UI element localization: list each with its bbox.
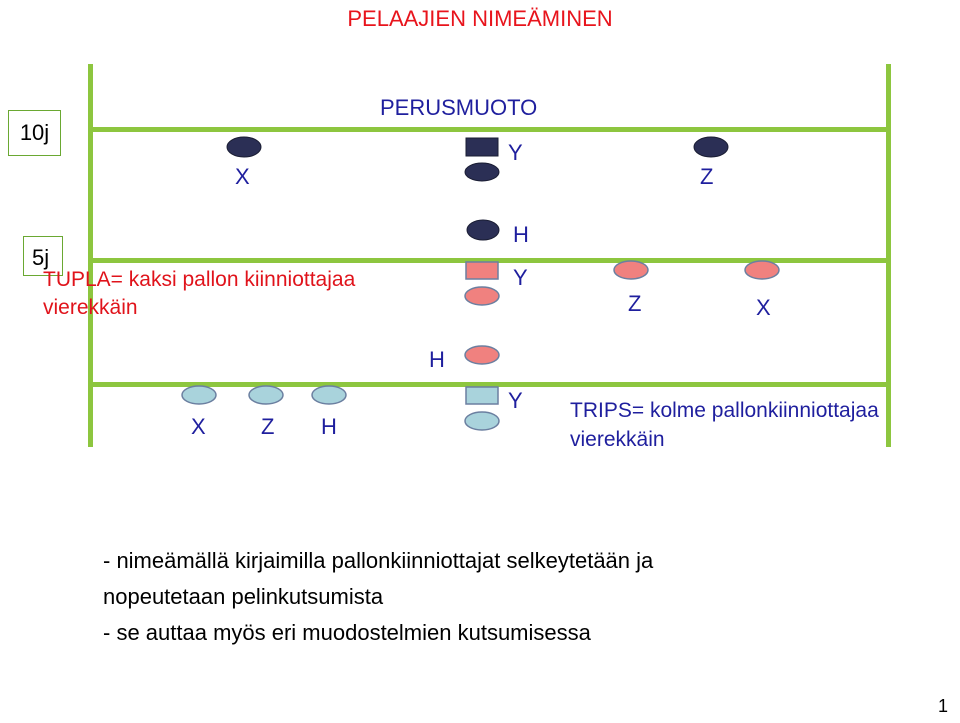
center-y-trips: [466, 387, 498, 404]
trips-label-x: X: [191, 414, 206, 439]
yard-marker-10: 10j: [8, 110, 61, 156]
perusmuoto-label-z: Z: [700, 164, 714, 189]
perusmuoto-label-y: Y: [508, 140, 523, 165]
center-y-tupla: [466, 262, 498, 279]
trips-label-h: H: [321, 414, 337, 439]
tupla-description-line1: TUPLA= kaksi pallon kiinniottajaa: [43, 268, 356, 291]
player-h-perus: [467, 220, 499, 240]
perusmuoto-label-x: X: [235, 164, 250, 189]
note-line-2: nopeutetaan pelinkutsumista: [103, 584, 384, 609]
trips-players: [182, 386, 499, 430]
yard-marker-5: 5j: [23, 236, 63, 276]
player-z-perus: [694, 137, 728, 157]
center-y-perus: [466, 138, 498, 156]
trips-description-line1: TRIPS= kolme pallonkiinniottajaa: [570, 399, 879, 422]
tupla-label-x: X: [756, 295, 771, 320]
notes: [103, 543, 653, 651]
qb-trips: [465, 412, 499, 430]
player-x-tupla: [745, 261, 779, 279]
player-x-perus: [227, 137, 261, 157]
tupla-description-line2: vierekkäin: [43, 296, 138, 319]
trips-label-z: Z: [261, 414, 275, 439]
note-line-3: - se auttaa myös eri muodostelmien kutsumisessa: [103, 620, 591, 645]
qb-tupla: [465, 287, 499, 305]
tupla-label-y: Y: [513, 265, 528, 290]
tupla-label-h: H: [513, 222, 529, 247]
player-h-tupla: [465, 346, 499, 364]
player-z-trips: [249, 386, 283, 404]
perusmuoto-players: [227, 137, 728, 240]
player-h-trips: [312, 386, 346, 404]
trips-label-y: Y: [508, 388, 523, 413]
trips-description-line2: vierekkäin: [570, 428, 665, 451]
qb-perus: [465, 163, 499, 181]
tupla-label-z: Z: [628, 291, 642, 316]
tupla-description: [43, 266, 355, 322]
page-title: PELAAJIEN NIMEÄMINEN: [347, 6, 613, 31]
trips-description: [570, 396, 879, 454]
player-z-tupla: [614, 261, 648, 279]
trips-label-h-top: H: [429, 347, 445, 372]
perusmuoto-title: PERUSMUOTO: [380, 95, 538, 120]
note-line-1: - nimeämällä kirjaimilla pallonkiinniottajat selkeytetään ja: [103, 548, 654, 573]
player-x-trips: [182, 386, 216, 404]
page-number: 1: [937, 696, 948, 716]
